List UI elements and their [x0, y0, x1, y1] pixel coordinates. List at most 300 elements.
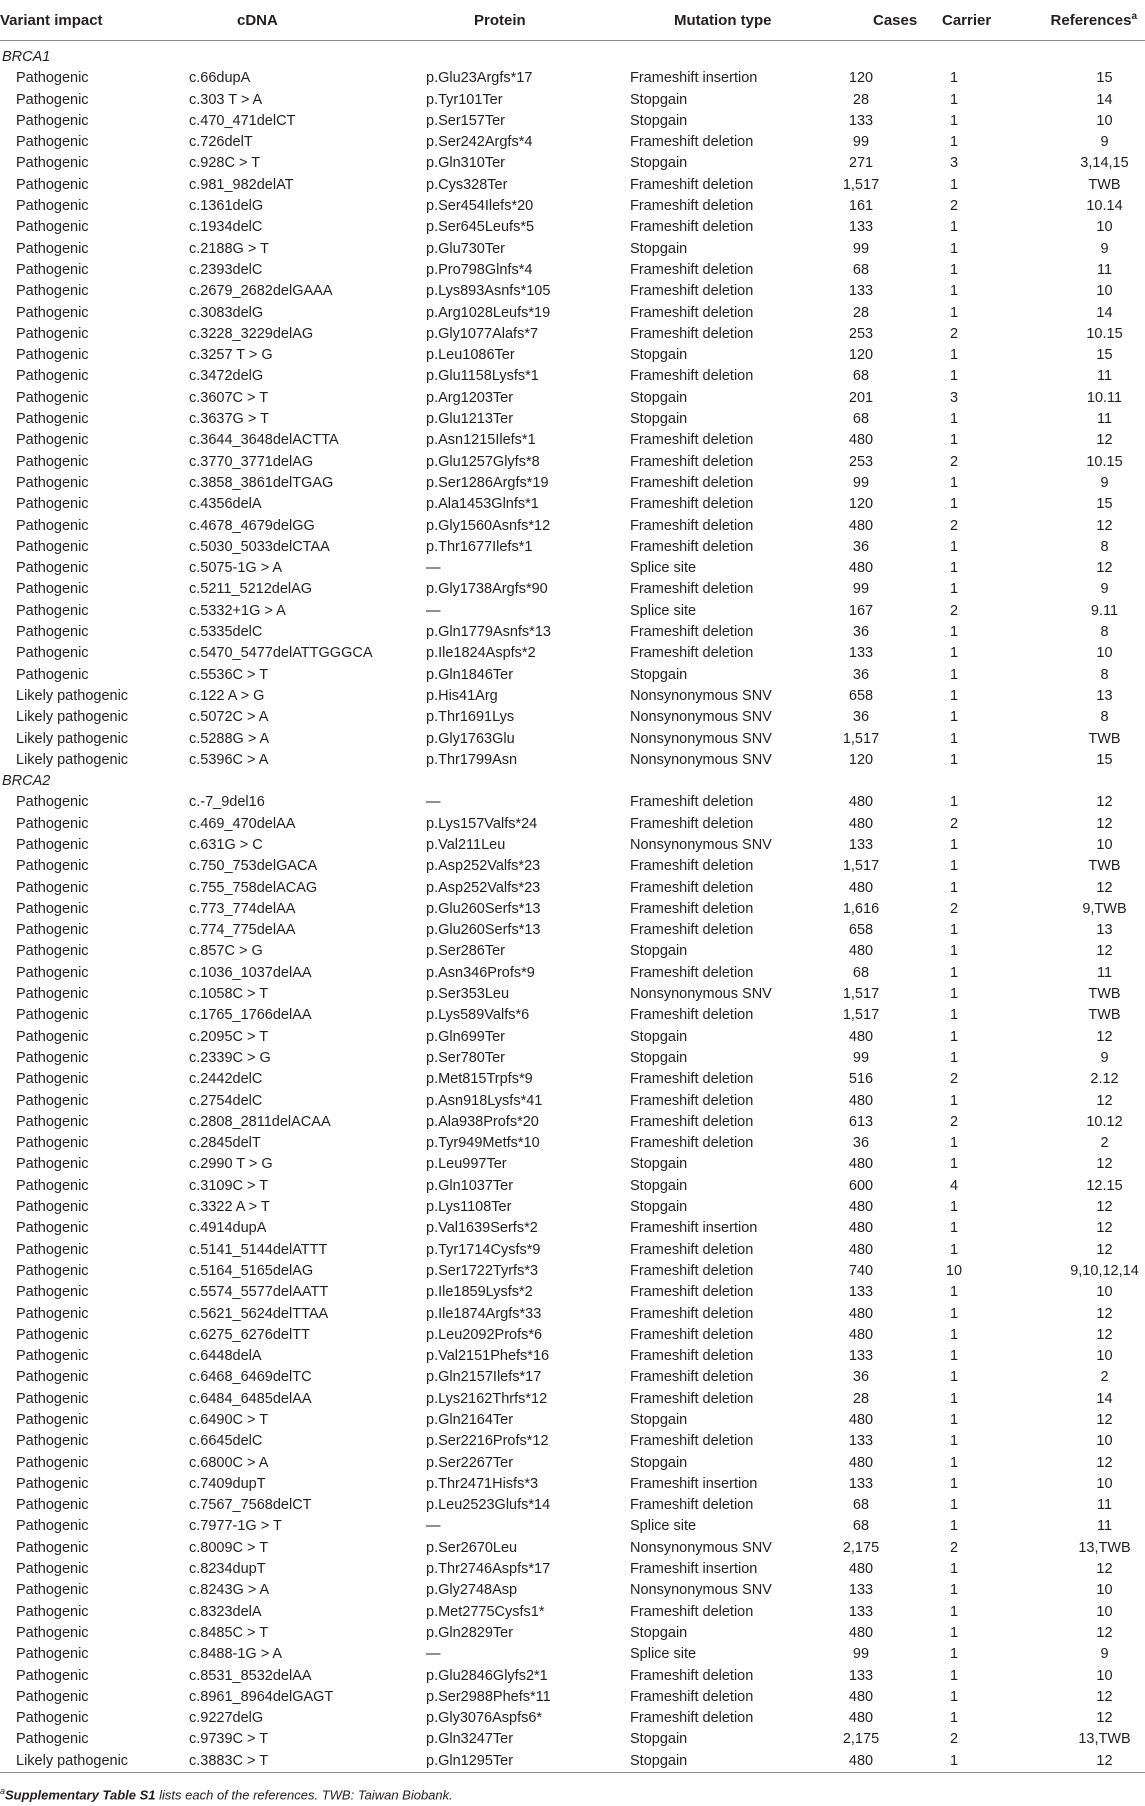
cases-cell: 68 [852, 964, 870, 981]
cases-cell: 271 [848, 155, 874, 172]
carrier-cell: 1 [912, 1751, 1024, 1773]
cdna-cell: c.1765_1766delAA [189, 1007, 312, 1024]
mutation-type-cell: Frameshift deletion [630, 900, 754, 917]
cdna-cell: c.1058C > T [189, 986, 269, 1003]
cdna-cell: c.8009C > T [189, 1539, 269, 1556]
mutation-type-cell: Frameshift deletion [630, 261, 754, 278]
cdna-cell: c.8485C > T [189, 1624, 269, 1641]
carrier-cell: 1 [949, 879, 959, 896]
carrier-cell: 1 [949, 1135, 959, 1152]
variant-impact-cell: Pathogenic [16, 453, 89, 470]
variant-impact-cell: Pathogenic [16, 1582, 89, 1599]
header-row [0, 0, 1145, 41]
mutation-type-cell: Stopgain [630, 1199, 688, 1216]
table-row [0, 814, 1145, 835]
mutation-type-cell: Nonsynonymous SNV [630, 751, 772, 768]
variant-impact-cell: Pathogenic [16, 1092, 89, 1109]
protein-cell: p.Gly1738Argfs*90 [426, 581, 548, 598]
cases-cell: 480 [848, 1688, 874, 1705]
references-cell: 12.15 [1086, 1177, 1123, 1194]
cdna-cell: c.-7_9del16 [189, 794, 265, 811]
variant-impact-cell: Pathogenic [16, 1177, 89, 1194]
protein-cell: p.Ile1859Lysfs*2 [426, 1284, 533, 1301]
carrier-cell: 1 [949, 1199, 959, 1216]
cases-cell: 253 [848, 453, 874, 470]
cdna-cell: c.470_471delCT [189, 112, 296, 129]
variant-impact-cell: Pathogenic [16, 836, 89, 853]
variant-impact-cell: Pathogenic [16, 474, 89, 491]
table-row [0, 388, 1145, 409]
variant-impact-cell: Pathogenic [16, 304, 89, 321]
cases-cell: 2,175 [842, 1539, 880, 1556]
carrier-cell: 1 [949, 794, 959, 811]
protein-cell: p.Lys157Valfs*24 [426, 815, 538, 832]
references-cell: 12 [1096, 1220, 1113, 1237]
table-row [0, 1261, 1145, 1282]
mutation-type-cell: Frameshift deletion [630, 1284, 754, 1301]
cases-cell: 133 [848, 1667, 874, 1684]
protein-cell: p.Val2151Phefs*16 [426, 1348, 550, 1365]
cdna-cell: c.66dupA [189, 70, 251, 87]
cdna-cell: c.2442delC [189, 1071, 263, 1088]
carrier-cell: 1 [949, 751, 959, 768]
protein-cell: p.Lys2162Thrfs*12 [426, 1390, 548, 1407]
carrier-cell: 2 [949, 325, 959, 342]
references-cell: 12 [1096, 517, 1113, 534]
protein-cell: p.Gly1077Alafs*7 [426, 325, 539, 342]
carrier-cell: 1 [949, 219, 959, 236]
references-cell: 13 [1096, 687, 1113, 704]
references-cell: 9,TWB [1082, 900, 1127, 917]
cdna-cell: c.1934delC [189, 219, 263, 236]
references-cell: 10 [1096, 645, 1113, 662]
variant-impact-cell: Pathogenic [16, 517, 89, 534]
table-header [0, 0, 1145, 41]
carrier-cell: 2 [949, 1731, 959, 1748]
table-row [0, 1708, 1145, 1729]
cdna-cell: c.928C > T [189, 155, 261, 172]
carrier-cell: 1 [949, 1667, 959, 1684]
mutation-type-cell: Stopgain [630, 1177, 688, 1194]
mutation-type-cell: Stopgain [630, 666, 688, 683]
cdna-cell: c.3644_3648delACTTA [189, 432, 339, 449]
cdna-cell: c.6490C > T [189, 1412, 269, 1428]
table-row [0, 941, 1145, 962]
variant-impact-cell: Pathogenic [16, 155, 89, 172]
table-row [0, 643, 1145, 664]
references-cell: 9 [1100, 581, 1109, 598]
table-row [0, 303, 1145, 324]
cases-cell: 36 [852, 624, 870, 641]
references-cell: 11 [1096, 1518, 1113, 1535]
protein-cell: p.Gln310Ter [426, 155, 505, 172]
protein-cell: p.Ser286Ter [426, 943, 505, 960]
variant-impact-cell: Pathogenic [16, 815, 89, 832]
table-row [0, 239, 1145, 260]
table-row [0, 430, 1145, 451]
cases-cell: 133 [848, 1475, 874, 1492]
cases-cell: 1,517 [842, 858, 880, 875]
cases-cell: 99 [852, 474, 870, 491]
cdna-cell: c.8961_8964delGAGT [189, 1688, 334, 1705]
mutation-type-cell: Frameshift deletion [630, 134, 754, 151]
cases-cell: 480 [848, 432, 874, 449]
cdna-cell: c.7567_7568delCT [189, 1497, 312, 1514]
cases-cell: 480 [848, 815, 874, 832]
cdna-cell: c.4678_4679delGG [189, 517, 315, 534]
mutation-type-cell: Frameshift deletion [630, 1348, 754, 1365]
variant-impact-cell: Pathogenic [16, 1220, 89, 1237]
variant-impact-cell: Pathogenic [16, 1561, 89, 1578]
header-cdna: cDNA [177, 0, 422, 41]
carrier-cell: 1 [949, 1028, 959, 1045]
table-row [0, 579, 1145, 600]
references-cell: 11 [1096, 261, 1113, 278]
cdna-cell: c.2679_2682delGAAA [189, 283, 333, 300]
cases-cell: 36 [852, 666, 870, 683]
variant-impact-cell: Likely pathogenic [16, 687, 129, 704]
carrier-cell: 3 [949, 389, 959, 406]
references-cell: 15 [1096, 751, 1113, 768]
protein-cell: p.Glu260Serfs*13 [426, 922, 541, 939]
protein-cell: p.Leu2523Glufs*14 [426, 1497, 551, 1514]
cdna-cell: c.3257 T > G [189, 347, 273, 364]
carrier-cell: 2 [949, 453, 959, 470]
table-row [0, 792, 1145, 813]
cases-cell: 36 [852, 1135, 870, 1152]
cases-cell: 167 [848, 602, 874, 619]
mutation-type-cell: Nonsynonymous SNV [630, 836, 772, 853]
mutation-type-cell: Stopgain [630, 1454, 688, 1471]
variant-impact-cell: Pathogenic [16, 1603, 89, 1620]
protein-cell: p.Gly2748Asp [426, 1582, 518, 1599]
references-cell: 9,10,12,14 [1070, 1262, 1139, 1279]
references-cell: 12 [1096, 815, 1113, 832]
cdna-cell: c.6645delC [189, 1433, 263, 1450]
mutation-type-cell: Frameshift deletion [630, 453, 754, 470]
mutation-type-cell: Frameshift deletion [630, 517, 754, 534]
cases-cell: 68 [852, 1518, 870, 1535]
table-row [0, 409, 1145, 430]
protein-cell: p.Gln3247Ter [426, 1731, 514, 1748]
variant-impact-cell: Pathogenic [16, 1646, 89, 1663]
variant-impact-cell: Pathogenic [16, 645, 89, 662]
cdna-cell: c.5288G > A [189, 730, 270, 747]
variant-impact-cell: Pathogenic [16, 794, 89, 811]
protein-cell: p.Asp252Valfs*23 [426, 879, 541, 896]
protein-cell: p.Ser645Leufs*5 [426, 219, 535, 236]
variant-impact-cell: Pathogenic [16, 198, 89, 215]
mutation-type-cell: Frameshift deletion [630, 858, 754, 875]
mutation-type-cell: Stopgain [630, 155, 688, 172]
protein-cell: p.His41Arg [426, 687, 498, 704]
mutation-type-cell: Splice site [630, 602, 697, 619]
mutation-type-cell: Frameshift deletion [630, 496, 754, 513]
references-cell: 12 [1096, 1156, 1113, 1173]
variant-impact-cell: Pathogenic [16, 624, 89, 641]
table-row [0, 1453, 1145, 1474]
cases-cell: 133 [848, 645, 874, 662]
cases-cell: 36 [852, 709, 870, 726]
table-row [0, 90, 1145, 111]
references-cell: 9.11 [1090, 602, 1119, 619]
protein-cell: p.Thr1799Asn [426, 751, 518, 768]
protein-cell: p.Ser2988Phefs*11 [426, 1688, 551, 1705]
cdna-cell: c.3883C > T [177, 1751, 422, 1773]
references-cell: 12 [1096, 943, 1113, 960]
variant-impact-cell: Likely pathogenic [16, 709, 129, 726]
references-cell: 12 [1096, 1624, 1113, 1641]
table-body [0, 41, 1145, 1773]
protein-cell: p.Glu2846Glyfs2*1 [426, 1667, 548, 1684]
cdna-cell: c.2754delC [189, 1092, 263, 1109]
carrier-cell: 1 [949, 730, 959, 747]
carrier-cell: 1 [949, 858, 959, 875]
references-cell: 9 [1100, 1646, 1109, 1663]
cases-cell: 68 [852, 411, 870, 428]
protein-cell: p.Val1639Serfs*2 [426, 1220, 538, 1237]
header-carrier: Carrier [912, 0, 1024, 41]
variant-impact-cell: Pathogenic [16, 538, 89, 555]
cases-cell: 480 [800, 1751, 912, 1773]
cdna-cell: c.5574_5577delAATT [189, 1284, 329, 1301]
carrier-cell: 1 [949, 560, 959, 577]
cases-cell: 133 [848, 836, 874, 853]
references-cell: 12 [1096, 1199, 1113, 1216]
cdna-cell: c.750_753delGACA [189, 858, 318, 875]
mutation-type-cell: Frameshift deletion [630, 1326, 754, 1343]
protein-cell: — [426, 794, 441, 811]
references-cell: 12 [1096, 1710, 1113, 1727]
variant-impact-cell: Pathogenic [16, 1262, 89, 1279]
cases-cell: 480 [848, 1561, 874, 1578]
mutation-type-cell: Splice site [630, 560, 697, 577]
references-cell: 14 [1096, 1390, 1113, 1407]
protein-cell: p.Arg1203Ter [426, 389, 514, 406]
table-row [0, 558, 1145, 579]
mutation-type-cell: Frameshift deletion [630, 1113, 754, 1130]
variant-impact-cell: Pathogenic [16, 240, 89, 257]
references-cell: 10 [1096, 283, 1113, 300]
table-row [0, 1282, 1145, 1303]
protein-cell: p.Gly1560Asnfs*12 [426, 517, 551, 534]
footnote-marker: a [0, 1786, 6, 1796]
cdna-cell: c.5164_5165delAG [189, 1262, 314, 1279]
cdna-cell: c.9227delG [189, 1710, 264, 1727]
cases-cell: 1,517 [842, 986, 880, 1003]
references-cell: TWB [1088, 858, 1121, 875]
carrier-cell: 1 [949, 91, 959, 108]
references-cell: 10 [1096, 1603, 1113, 1620]
mutation-type-cell: Frameshift deletion [630, 624, 754, 641]
cases-cell: 133 [848, 219, 874, 236]
table-row [0, 686, 1145, 707]
references-cell: 12 [1096, 1241, 1113, 1258]
table-row [0, 601, 1145, 622]
mutation-type-cell: Frameshift deletion [630, 1603, 754, 1620]
mutation-type-cell: Nonsynonymous SNV [630, 986, 772, 1003]
carrier-cell: 2 [949, 1071, 959, 1088]
references-cell: 12 [1096, 1028, 1113, 1045]
carrier-cell: 1 [949, 624, 959, 641]
references-cell: 10 [1096, 1348, 1113, 1365]
references-cell: 3,14,15 [1080, 155, 1129, 172]
cdna-cell: c.3472delG [189, 368, 264, 385]
table-row [0, 1176, 1145, 1197]
table-row [0, 984, 1145, 1005]
references-cell: 10.14 [1086, 198, 1123, 215]
variant-impact-cell: Likely pathogenic [0, 1751, 177, 1773]
protein-cell: p.Glu730Ter [426, 240, 505, 257]
variant-impact-cell: Pathogenic [16, 1497, 89, 1514]
protein-cell: p.Lys589Valfs*6 [426, 1007, 530, 1024]
carrier-cell: 1 [949, 1305, 959, 1322]
carrier-cell: 1 [949, 134, 959, 151]
protein-cell: p.Lys1108Ter [426, 1199, 512, 1216]
protein-cell: p.Leu2092Profs*6 [426, 1326, 543, 1343]
references-cell: 10 [1096, 1284, 1113, 1301]
table-row [0, 1623, 1145, 1644]
mutation-type-cell: Nonsynonymous SNV [630, 1539, 772, 1556]
references-cell: 10.12 [1086, 1113, 1123, 1130]
carrier-cell: 1 [949, 304, 959, 321]
cdna-cell: c.5030_5033delCTAA [189, 538, 330, 555]
variant-impact-cell: Pathogenic [16, 879, 89, 896]
variant-impact-cell: Pathogenic [16, 91, 89, 108]
table-row [0, 835, 1145, 856]
cdna-cell: c.981_982delAT [189, 176, 294, 193]
table-row [0, 1346, 1145, 1367]
mutation-type-cell: Frameshift deletion [630, 1305, 754, 1322]
mutation-type-cell: Frameshift deletion [630, 1497, 754, 1514]
cases-cell: 133 [848, 1603, 874, 1620]
carrier-cell: 1 [949, 176, 959, 193]
cdna-cell: c.1036_1037delAA [189, 964, 312, 981]
references-cell: TWB [1088, 986, 1121, 1003]
variant-impact-cell: Pathogenic [16, 560, 89, 577]
variant-impact-cell: Pathogenic [16, 1624, 89, 1641]
table-row [0, 1367, 1145, 1388]
cases-cell: 516 [848, 1071, 874, 1088]
carrier-cell: 2 [949, 815, 959, 832]
cases-cell: 36 [852, 538, 870, 555]
references-cell: 10 [1096, 1582, 1113, 1599]
carrier-cell: 1 [949, 70, 959, 87]
variant-impact-cell: Pathogenic [16, 581, 89, 598]
carrier-cell: 1 [949, 1220, 959, 1237]
cdna-cell: c.3109C > T [189, 1177, 269, 1194]
variant-impact-cell: Pathogenic [16, 283, 89, 300]
variant-impact-cell: Pathogenic [16, 922, 89, 939]
carrier-cell: 1 [949, 645, 959, 662]
cases-cell: 1,517 [842, 176, 880, 193]
references-cell: 8 [1100, 666, 1109, 683]
carrier-cell: 1 [949, 666, 959, 683]
table-row [0, 345, 1145, 366]
table-row [0, 260, 1145, 281]
mutation-type-cell: Frameshift deletion [630, 815, 754, 832]
variant-impact-cell: Pathogenic [16, 134, 89, 151]
mutation-type-cell: Frameshift deletion [630, 1092, 754, 1109]
table-row [0, 729, 1145, 750]
variant-impact-cell: Pathogenic [16, 389, 89, 406]
footnote-bold-text: Supplementary Table S1 [5, 1787, 156, 1803]
cdna-cell: c.3770_3771delAG [189, 453, 314, 470]
carrier-cell: 1 [949, 1475, 959, 1492]
protein-cell: p.Glu1213Ter [426, 411, 514, 428]
variant-impact-cell: Pathogenic [16, 602, 89, 619]
cdna-cell: c.5211_5212delAG [189, 581, 313, 598]
references-cell: 2 [1100, 1369, 1109, 1386]
cdna-cell: c.2845delT [189, 1135, 261, 1152]
table-row [0, 1410, 1145, 1431]
table-row [0, 1218, 1145, 1239]
cases-cell: 133 [848, 283, 874, 300]
variant-impact-cell: Pathogenic [16, 261, 89, 278]
mutation-type-cell: Frameshift deletion [630, 432, 754, 449]
carrier-cell: 2 [949, 517, 959, 534]
cases-cell: 99 [852, 240, 870, 257]
cdna-cell: c.6484_6485delAA [189, 1390, 312, 1407]
cases-cell: 480 [848, 879, 874, 896]
table-row [0, 473, 1145, 494]
references-cell: 11 [1096, 411, 1113, 428]
protein-cell: p.Asn346Profs*9 [426, 964, 535, 981]
cases-cell: 480 [848, 1412, 874, 1428]
cases-cell: 740 [848, 1262, 874, 1279]
variant-impact-cell: Pathogenic [16, 112, 89, 129]
cases-cell: 133 [848, 1348, 874, 1365]
protein-cell: p.Gly3076Aspfs6* [426, 1710, 543, 1727]
references-cell: 10.11 [1086, 389, 1123, 406]
cdna-cell: c.726delT [189, 134, 253, 151]
carrier-cell: 1 [949, 1603, 959, 1620]
variant-impact-cell: Likely pathogenic [16, 730, 129, 747]
protein-cell: — [426, 1646, 441, 1663]
carrier-cell: 1 [949, 1092, 959, 1109]
cdna-cell: c.755_758delACAG [189, 879, 318, 896]
table-row [0, 1516, 1145, 1537]
carrier-cell: 1 [949, 1688, 959, 1705]
mutation-type-cell: Frameshift deletion [630, 1688, 754, 1705]
variant-impact-cell: Pathogenic [16, 1156, 89, 1173]
table-row [0, 1751, 1145, 1773]
mutation-type-cell: Stopgain [630, 1049, 688, 1066]
variant-impact-cell: Pathogenic [16, 432, 89, 449]
carrier-cell: 1 [949, 1582, 959, 1599]
cases-cell: 133 [848, 1582, 874, 1599]
mutation-type-cell: Frameshift deletion [630, 1667, 754, 1684]
mutation-type-cell: Stopgain [630, 1028, 688, 1045]
protein-cell: p.Asn1215Ilefs*1 [426, 432, 536, 449]
protein-cell: p.Cys328Ter [426, 176, 508, 193]
cdna-cell: c.5141_5144delATTT [189, 1241, 328, 1258]
protein-cell: p.Gly1763Glu [426, 730, 515, 747]
table-row [0, 281, 1145, 302]
table-row [0, 1197, 1145, 1218]
carrier-cell: 4 [949, 1177, 959, 1194]
cdna-cell: c.6468_6469delTC [189, 1369, 312, 1386]
carrier-cell: 1 [949, 1326, 959, 1343]
cases-cell: 2,175 [842, 1731, 880, 1748]
references-cell: 10 [1096, 1667, 1113, 1684]
table-row [0, 111, 1145, 132]
table-row [0, 537, 1145, 558]
carrier-cell: 2 [949, 1539, 959, 1556]
protein-cell: — [426, 560, 441, 577]
carrier-cell: 1 [949, 1241, 959, 1258]
references-cell: 14 [1096, 304, 1113, 321]
